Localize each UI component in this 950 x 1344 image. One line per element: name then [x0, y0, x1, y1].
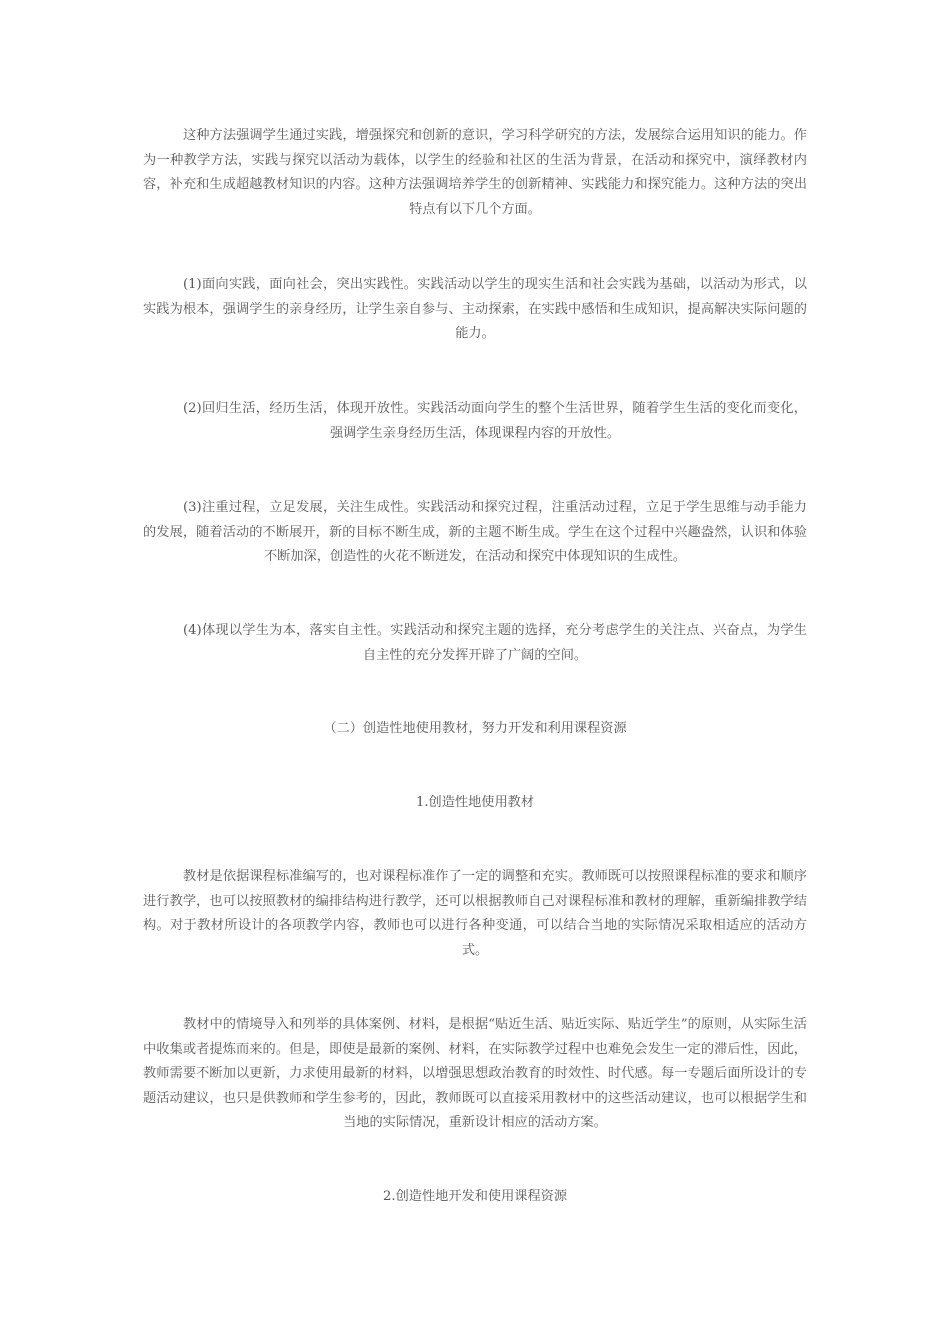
paragraph-point-4: (4)体现以学生为本，落实自主性。实践活动和探究主题的选择，充分考虑学生的关注点、兴奋点，为学生自主性的充分发挥开辟了广阔的空间。 — [183, 623, 807, 663]
paragraph-point-1: (1)面向实践，面向社会，突出实践性。实践活动以学生的现实生活和社会实践为基础，以活动为形式，以实践为根本，强调学生的亲身经历，让学生亲自参与、主动探索，在实践中感悟和生成知识，提高解决实际问题的能力。 — [143, 277, 807, 342]
paragraph-point-3: (3)注重过程，立足发展，关注生成性。实践活动和探究过程，注重活动过程，立足于学生思维与动手能力的发展，随着活动的不断展开，新的目标不断生成，新的主题不断生成。学生在这个过程中兴趣盎然，认识和体验不断加深，创造性的火花不断迸发，在活动和探究中体现知识的生成性。 — [143, 500, 807, 565]
paragraph-textbook-2: 教材中的情境导入和列举的具体案例、材料，是根据“贴近生活、贴近实际、贴近学生”的原则，从实际生活中收集或者提炼而来的。但是，即使是最新的案例、材料，在实际教学过程中也难免会发生一定的滞后性，因此，教师需要不断加以更新，力求使用最新的材料，以增强思想政治教育的时效性、时代感。每一专题后面所设计的专题活动建议，也只是供教师和学生参考的，因此，教师既可以直接采用教材中的这些活动建议，也可以根据学生和当地的实际情况，重新设计相应的活动方案。 — [143, 1017, 807, 1131]
paragraph-intro: 这种方法强调学生通过实践，增强探究和创新的意识，学习科学研究的方法，发展综合运用知识的能力。作为一种教学方法，实践与探究以活动为载体，以学生的经验和社区的生活为背景，在活动和探究中，演绎教材内容，补充和生成超越教材知识的内容。这种方法强调培养学生的创新精神、实践能力和探究能力。这种方法的突出特点有以下几个方面。 — [143, 128, 807, 217]
sub-heading-2: 2.创造性地开发和使用课程资源 — [382, 1189, 568, 1204]
sub-heading-1: 1.创造性地使用教材 — [415, 795, 535, 810]
paragraph-point-2: (2)回归生活，经历生活，体现开放性。实践活动面向学生的整个生活世界，随着学生生活的变化而变化，强调学生亲身经历生活，体现课程内容的开放性。 — [183, 401, 807, 441]
paragraph-textbook-1: 教材是依据课程标准编写的，也对课程标准作了一定的调整和充实。教师既可以按照课程标准的要求和顺序进行教学，也可以按照教材的编排结构进行教学，还可以根据教师自己对课程标准和教材的理解，重新编排教学结构。对于教材所设计的各项教学内容，教师也可以进行各种变通，可以结合当地的实际情况采取相适应的活动方式。 — [143, 869, 807, 958]
section-heading: （二）创造性地使用教材，努力开发和利用课程资源 — [323, 721, 627, 736]
